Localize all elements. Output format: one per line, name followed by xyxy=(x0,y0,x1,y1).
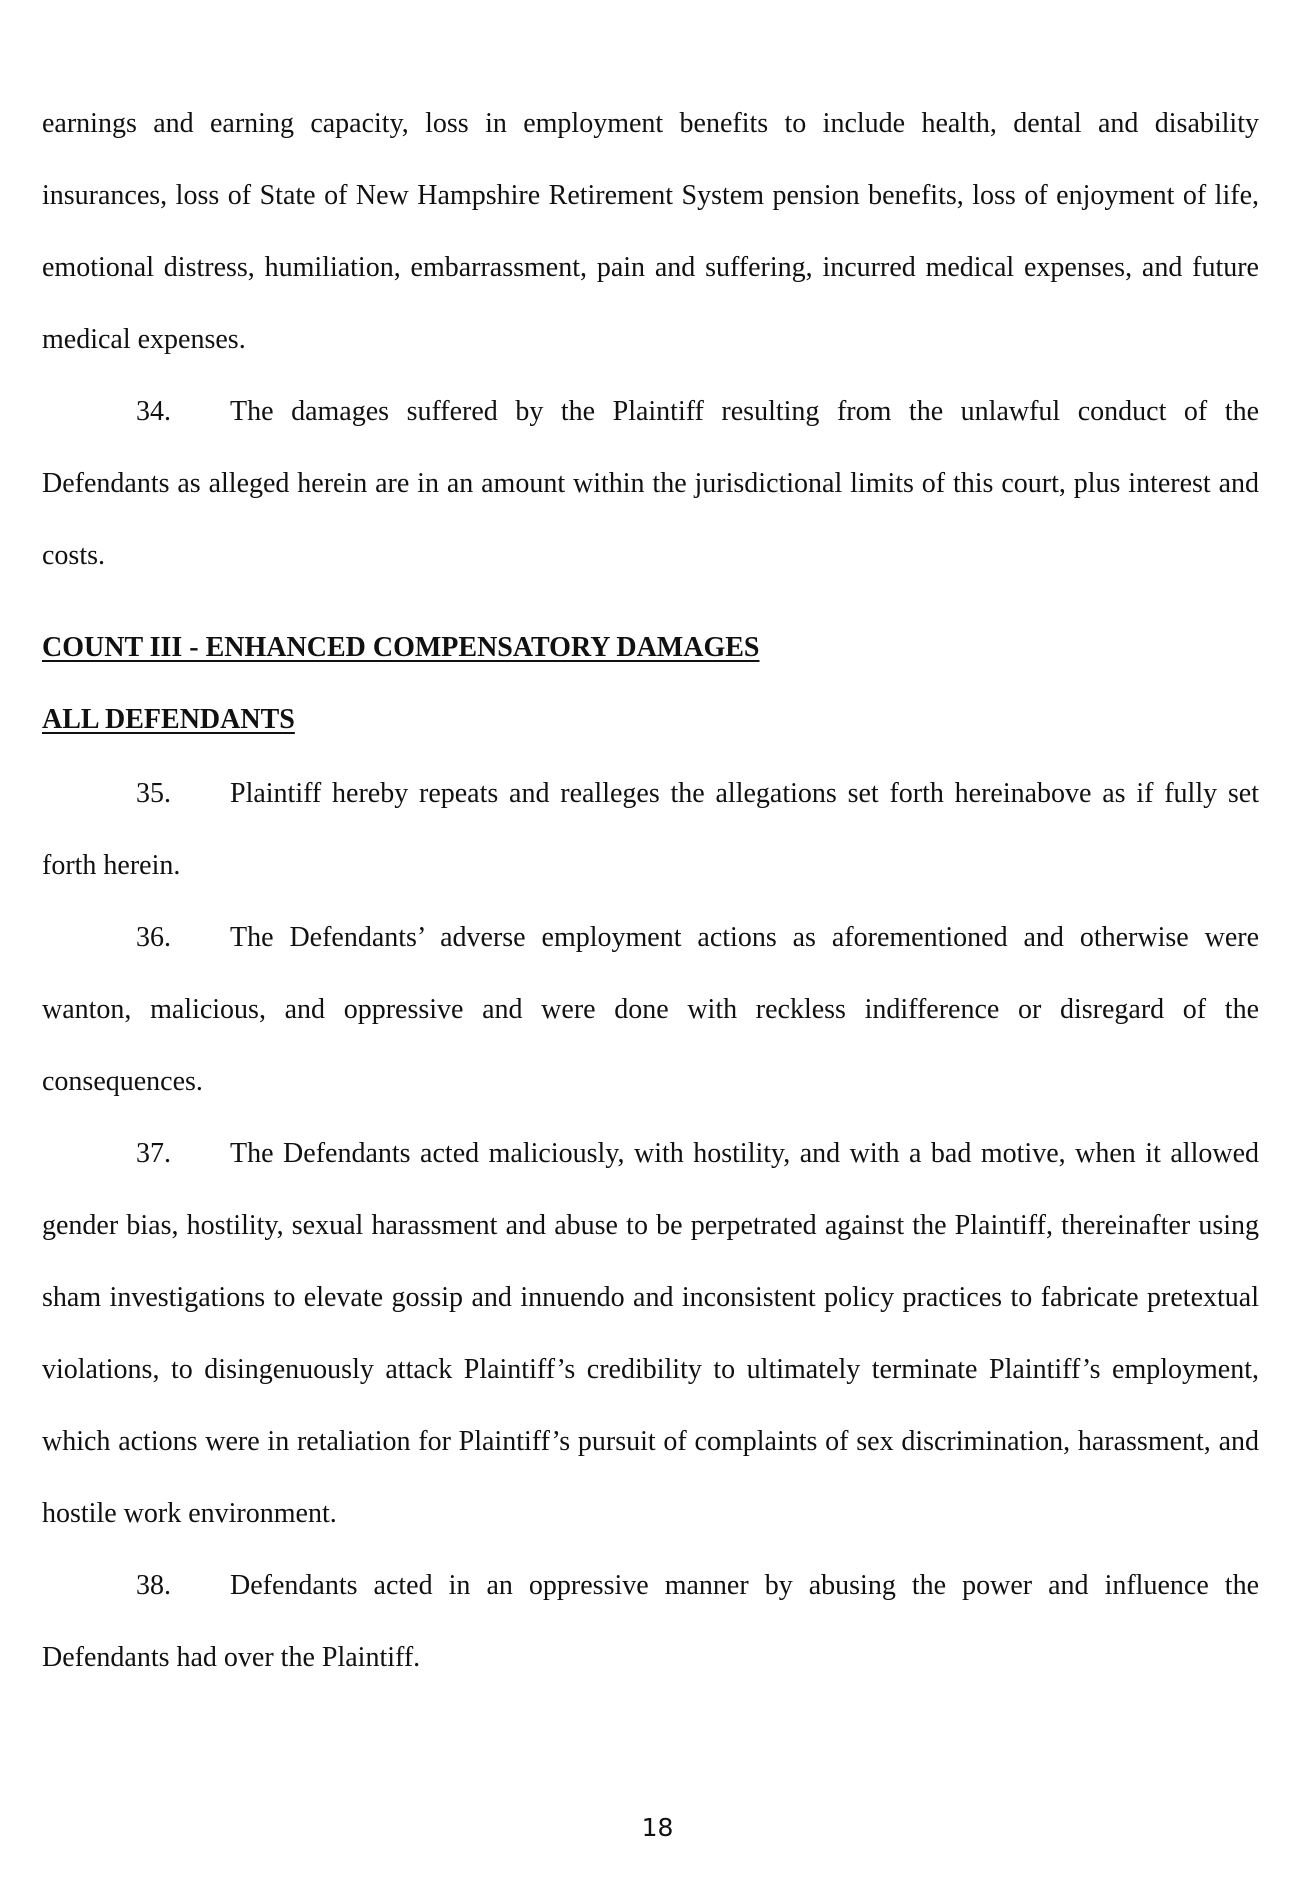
continued-paragraph: earnings and earning capacity, loss in employment benefits to include health, dental and disability insurances, loss of State of New Hampshire Retirement System pension benefits, loss of enjoyment of life, emotional distress, humiliation, embarrassment, pain and suffering, incurred medical expenses, and future medical expenses. xyxy=(42,108,1259,355)
paragraph-number: 36. xyxy=(136,922,171,953)
paragraph-text: Plaintiff hereby repeats and realleges the allegations set forth hereinabove as if fully set forth herein. xyxy=(42,778,1259,881)
page-number: 18 xyxy=(641,1813,674,1842)
paragraph-34 xyxy=(42,376,1259,592)
paragraph-number: 34. xyxy=(136,396,171,427)
count-heading-line2: ALL DEFENDANTS xyxy=(42,704,295,735)
paragraph-text: The Defendants’ adverse employment actions as aforementioned and otherwise were wanton, malicious, and oppressive and were done with reckless indifference or disregard of the consequences. xyxy=(42,922,1259,1097)
paragraph-text: The damages suffered by the Plaintiff resulting from the unlawful conduct of the Defendants as alleged herein are in an amount within the jurisdictional limits of this court, plus interest and costs. xyxy=(42,396,1259,571)
paragraph-text: Defendants acted in an oppressive manner by abusing the power and influence the Defendants had over the Plaintiff. xyxy=(42,1570,1259,1673)
paragraph-number: 35. xyxy=(136,778,171,809)
paragraph-38 xyxy=(42,1550,1259,1694)
paragraph-36 xyxy=(42,902,1259,1118)
paragraph-35 xyxy=(42,758,1259,902)
paragraph-37 xyxy=(42,1118,1259,1550)
body-text xyxy=(42,88,1259,1694)
paragraph-number: 37. xyxy=(136,1138,171,1169)
count-heading-line1: COUNT III - ENHANCED COMPENSATORY DAMAGES xyxy=(42,632,760,663)
paragraph-number: 38. xyxy=(136,1570,171,1601)
paragraph-text: The Defendants acted maliciously, with hostility, and with a bad motive, when it allowed gender bias, hostility, sexual harassment and abuse to be perpetrated against the Plaintiff, thereinafter using sham investigations to elevate gossip and innuendo and inconsistent policy practices to fabricate pretextual violations, to disingenuously attack Plaintiff’s credibility to ultimately terminate Plaintiff’s employment, which actions were in retaliation for Plaintiff’s pursuit of complaints of sex discrimination, harassment, and hostile work environment. xyxy=(42,1138,1259,1529)
count-heading xyxy=(42,612,1259,756)
